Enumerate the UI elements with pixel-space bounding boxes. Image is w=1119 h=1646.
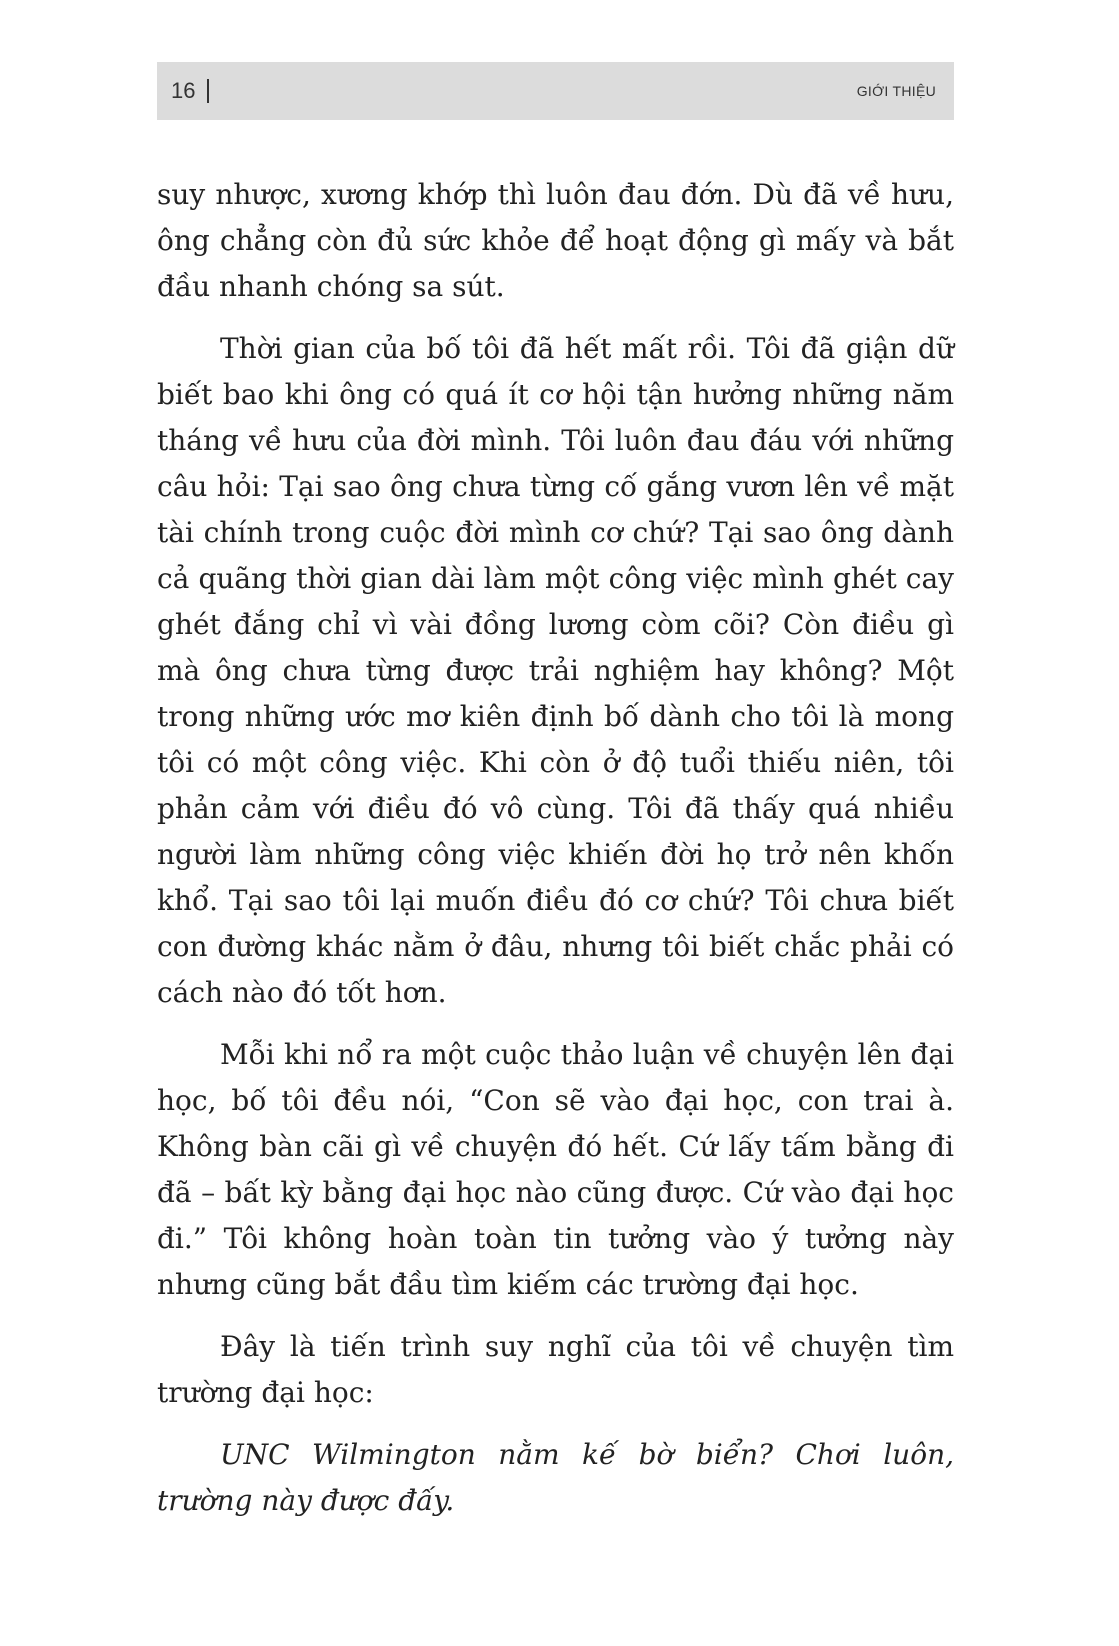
paragraph: Đây là tiến trình suy nghĩ của tôi về chuyện tìm trường đại học: (157, 1330, 954, 1409)
section-title: GIỚI THIỆU (856, 83, 936, 99)
header-left (171, 78, 209, 104)
paragraph: Thời gian của bố tôi đã hết mất rồi. Tôi đã giận dữ biết bao khi ông có quá ít cơ hội tận hưởng những năm tháng về hưu của đời mình. Tôi luôn đau đáu với những câu hỏi: Tại sao ông chưa từng cố gắng vươn lên về mặt tài chính trong cuộc đời mình cơ chứ? Tại sao ông dành cả quãng thời gian dài làm một công việc mình ghét cay ghét đắng chỉ vì vài đồng lương còm cõi? Còn điều gì mà ông chưa từng được trải nghiệm hay không? Một trong những ước mơ kiên định bố dành cho tôi là mong tôi có một công việc. Khi còn ở độ tuổi thiếu niên, tôi phản cảm với điều đó vô cùng. Tôi đã thấy quá nhiều người làm những công việc khiến đời họ trở nên khốn khổ. Tại sao tôi lại muốn điều đó cơ chứ? Tôi chưa biết con đường khác nằm ở đâu, nhưng tôi biết chắc phải có cách nào đó tốt hơn. (157, 332, 954, 1009)
body-text (157, 172, 954, 1540)
paragraph: Mỗi khi nổ ra một cuộc thảo luận về chuyện lên đại học, bố tôi đều nói, “Con sẽ vào đại học, con trai à. Không bàn cãi gì về chuyện đó hết. Cứ lấy tấm bằng đi đã – bất kỳ bằng đại học nào cũng được. Cứ vào đại học đi.” Tôi không hoàn toàn tin tưởng vào ý tưởng này nhưng cũng bắt đầu tìm kiếm các trường đại học. (157, 1038, 954, 1301)
italic-paragraph: UNC Wilmington nằm kế bờ biển? Chơi luôn, trường này được đấy. (157, 1438, 954, 1517)
paragraph-continuation: suy nhược, xương khớp thì luôn đau đớn. Dù đã về hưu, ông chẳng còn đủ sức khỏe để hoạt động gì mấy và bắt đầu nhanh chóng sa sút. (157, 178, 954, 303)
header-divider (207, 79, 209, 103)
page-number: 16 (171, 78, 196, 103)
page-header (157, 62, 954, 120)
